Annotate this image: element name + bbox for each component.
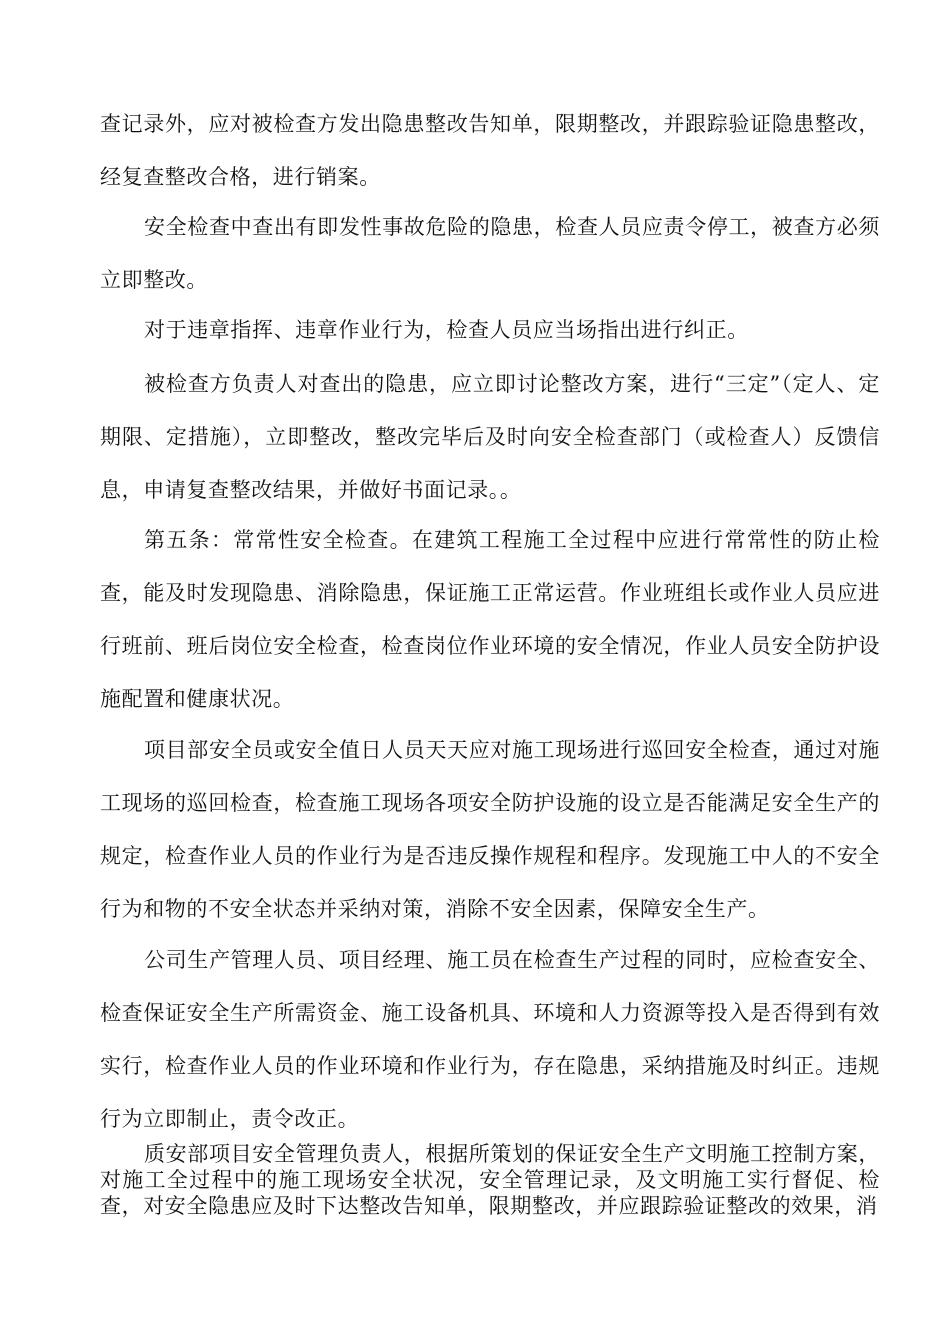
paragraph-3: 对于违章指挥、违章作业行为，检查人员应当场指出进行纠正。 <box>144 318 749 342</box>
paragraph-2: 安全检查中查出有即发性事故危险的隐患，检查人员应责令停工，被查方必须立即整改。 <box>100 215 880 292</box>
paragraph-1: 查记录外，应对被检查方发出隐患整改告知单，限期整改，并跟踪验证隐患整改，经复查整改合格，进行销案。 <box>100 112 880 189</box>
paragraph-7: 公司生产管理人员、项目经理、施工员在检查生产过程的同时，应检查安全、检查保证安全生产所需资金、施工设备机具、环境和人力资源等投入是否得到有效实行，检查作业人员的作业环境和作业行为，存在隐患，采纳措施及时纠正。违规行为立即制止，责令改正。 <box>100 948 880 1131</box>
paragraph-8: 质安部项目安全管理负责人，根据所策划的保证安全生产文明施工控制方案，对施工全过程中的施工现场安全状况，安全管理记录，及文明施工实行督促、检查，对安全隐患应及时下达整改告知单，限期整改，并应跟踪验证整改的效果，消 <box>100 1142 880 1218</box>
paragraph-5: 第五条：常常性安全检查。在建筑工程施工全过程中应进行常常性的防止检查，能及时发现隐患、消除隐患，保证施工正常运营。作业班组长或作业人员应进行班前、班后岗位安全检查，检查岗位作业环境的安全情况，作业人员安全防护设施配置和健康状况。 <box>100 528 880 711</box>
paragraph-4: 被检查方负责人对查出的隐患，应立即讨论整改方案，进行“三定”（定人、定期限、定措施），立即整改，整改完毕后及时向安全检查部门（或检查人）反馈信息，申请复查整改结果，并做好书面记录。。 <box>100 372 880 502</box>
paragraph-6: 项目部安全员或安全值日人员天天应对施工现场进行巡回安全检查，通过对施工现场的巡回检查，检查施工现场各项安全防护设施的设立是否能满足安全生产的规定，检查作业人员的作业行为是否违反操作规程和程序。发现施工中人的不安全行为和物的不安全状态并采纳对策，消除不安全因素，保障安全生产。 <box>100 738 880 921</box>
